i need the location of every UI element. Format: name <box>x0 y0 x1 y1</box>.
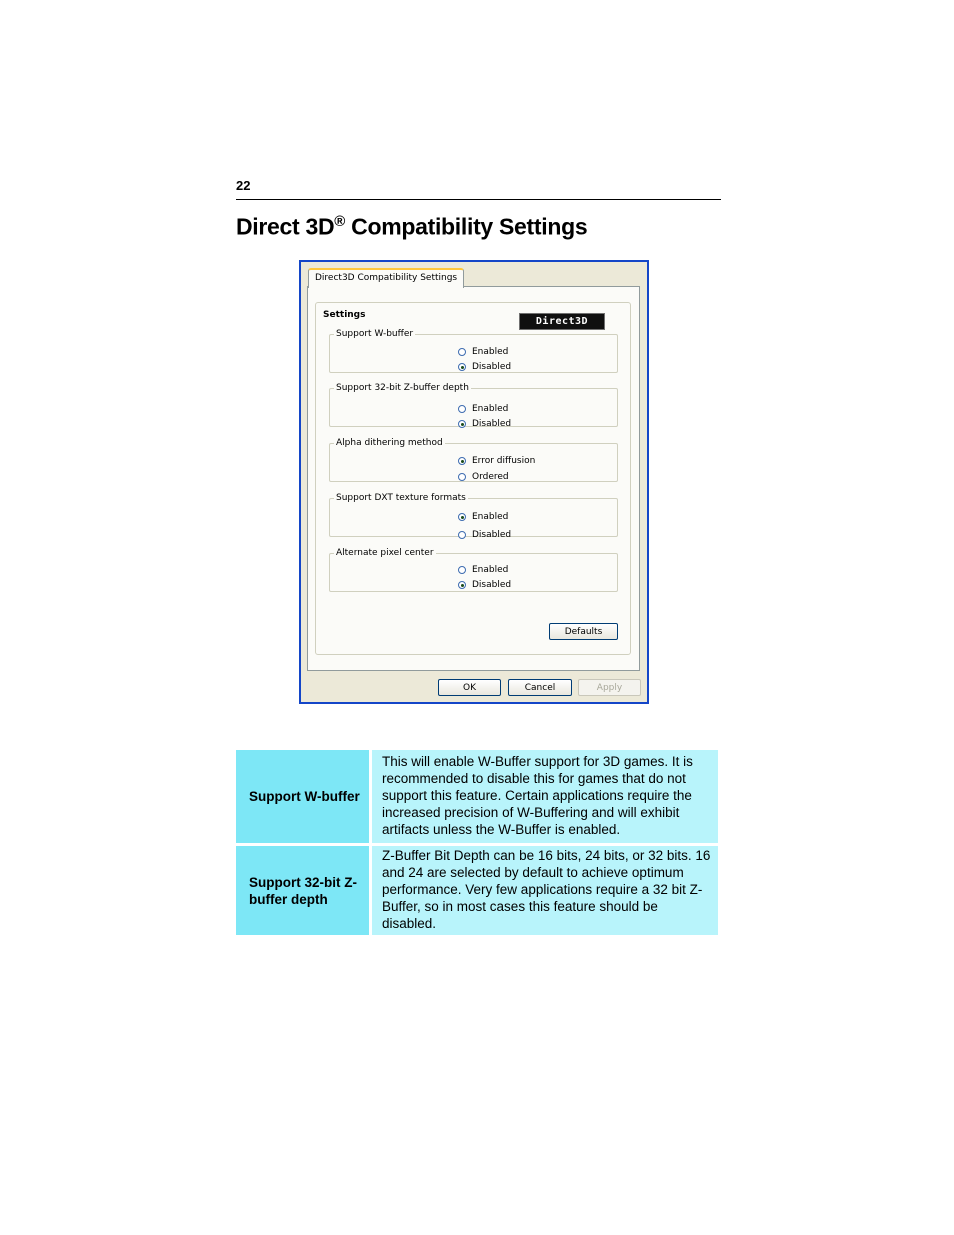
radio-w-buffer-enabled[interactable] <box>458 346 508 358</box>
radio-error-diffusion[interactable] <box>458 455 535 467</box>
settings-panel <box>315 302 631 655</box>
group-alpha-dithering <box>329 438 618 482</box>
cancel-button[interactable]: Cancel <box>508 679 572 696</box>
radio-icon <box>458 531 466 539</box>
radio-label: Enabled <box>472 347 509 357</box>
radio-label: Disabled <box>472 530 512 540</box>
defaults-button[interactable]: Defaults <box>549 623 618 640</box>
radio-z-buffer-disabled[interactable] <box>458 418 511 430</box>
radio-z-buffer-enabled[interactable] <box>458 403 508 415</box>
settings-description-table <box>236 750 718 935</box>
tab-panel <box>307 286 640 671</box>
group-support-w-buffer <box>329 329 618 373</box>
radio-label: Error diffusion <box>472 456 536 466</box>
direct3d-settings-dialog <box>299 260 649 704</box>
group-label: Alpha dithering method <box>336 438 443 448</box>
radio-label: Enabled <box>472 565 509 575</box>
radio-icon <box>458 513 466 521</box>
radio-label: Disabled <box>472 580 512 590</box>
radio-ordered[interactable] <box>458 471 509 483</box>
group-label: Alternate pixel center <box>336 548 434 558</box>
page-title <box>236 213 587 241</box>
radio-icon <box>458 457 466 465</box>
header-rule <box>236 199 721 200</box>
group-alternate-pixel-center <box>329 548 618 592</box>
group-label: Support DXT texture formats <box>336 493 466 503</box>
direct3d-logo: Direct3D <box>519 313 605 330</box>
term-cell: Support W-buffer <box>236 750 372 846</box>
group-support-dxt-textures <box>329 493 618 540</box>
page-title-rest: Compatibility Settings <box>345 213 588 240</box>
page-number: 22 <box>236 178 251 193</box>
radio-label: Enabled <box>472 404 509 414</box>
radio-icon <box>458 420 466 428</box>
radio-icon <box>458 566 466 574</box>
radio-label: Enabled <box>472 512 509 522</box>
table-row <box>236 846 718 935</box>
group-label: Support 32-bit Z-buffer depth <box>336 383 469 393</box>
definition-cell: This will enable W-Buffer support for 3D games. It is recommended to disable this for games that do not support this feature. Certain applications require the increased precision of W-Buffering and will exhibit artifacts unless the W-Buffer is enabled. <box>372 750 718 846</box>
radio-icon <box>458 405 466 413</box>
registered-mark: ® <box>334 213 346 230</box>
definition-cell: Z-Buffer Bit Depth can be 16 bits, 24 bits, or 32 bits. 16 and 24 are selected by default to achieve optimum performance. Very few applications require a 32 bit Z-Buffer, so in most cases this feature should be disabled. <box>372 846 718 935</box>
radio-icon <box>458 363 466 371</box>
radio-dxt-disabled[interactable] <box>458 529 511 541</box>
radio-label: Disabled <box>472 419 512 429</box>
radio-dxt-enabled[interactable] <box>458 511 508 523</box>
tab-direct3d-compatibility[interactable]: Direct3D Compatibility Settings <box>308 268 464 288</box>
apply-button[interactable]: Apply <box>578 679 641 696</box>
radio-w-buffer-disabled[interactable] <box>458 361 511 373</box>
radio-icon <box>458 348 466 356</box>
settings-label: Settings <box>323 310 366 320</box>
ok-button[interactable]: OK <box>438 679 501 696</box>
radio-icon <box>458 581 466 589</box>
radio-pixel-center-enabled[interactable] <box>458 564 508 576</box>
radio-icon <box>458 473 466 481</box>
radio-label: Disabled <box>472 362 512 372</box>
table-row <box>236 750 718 846</box>
radio-pixel-center-disabled[interactable] <box>458 579 511 591</box>
page-title-main: Direct 3D <box>236 213 335 240</box>
group-label: Support W-buffer <box>336 329 414 339</box>
radio-label: Ordered <box>472 472 509 482</box>
group-support-32bit-z-buffer <box>329 383 618 427</box>
term-cell: Support 32-bit Z-buffer depth <box>236 846 372 935</box>
